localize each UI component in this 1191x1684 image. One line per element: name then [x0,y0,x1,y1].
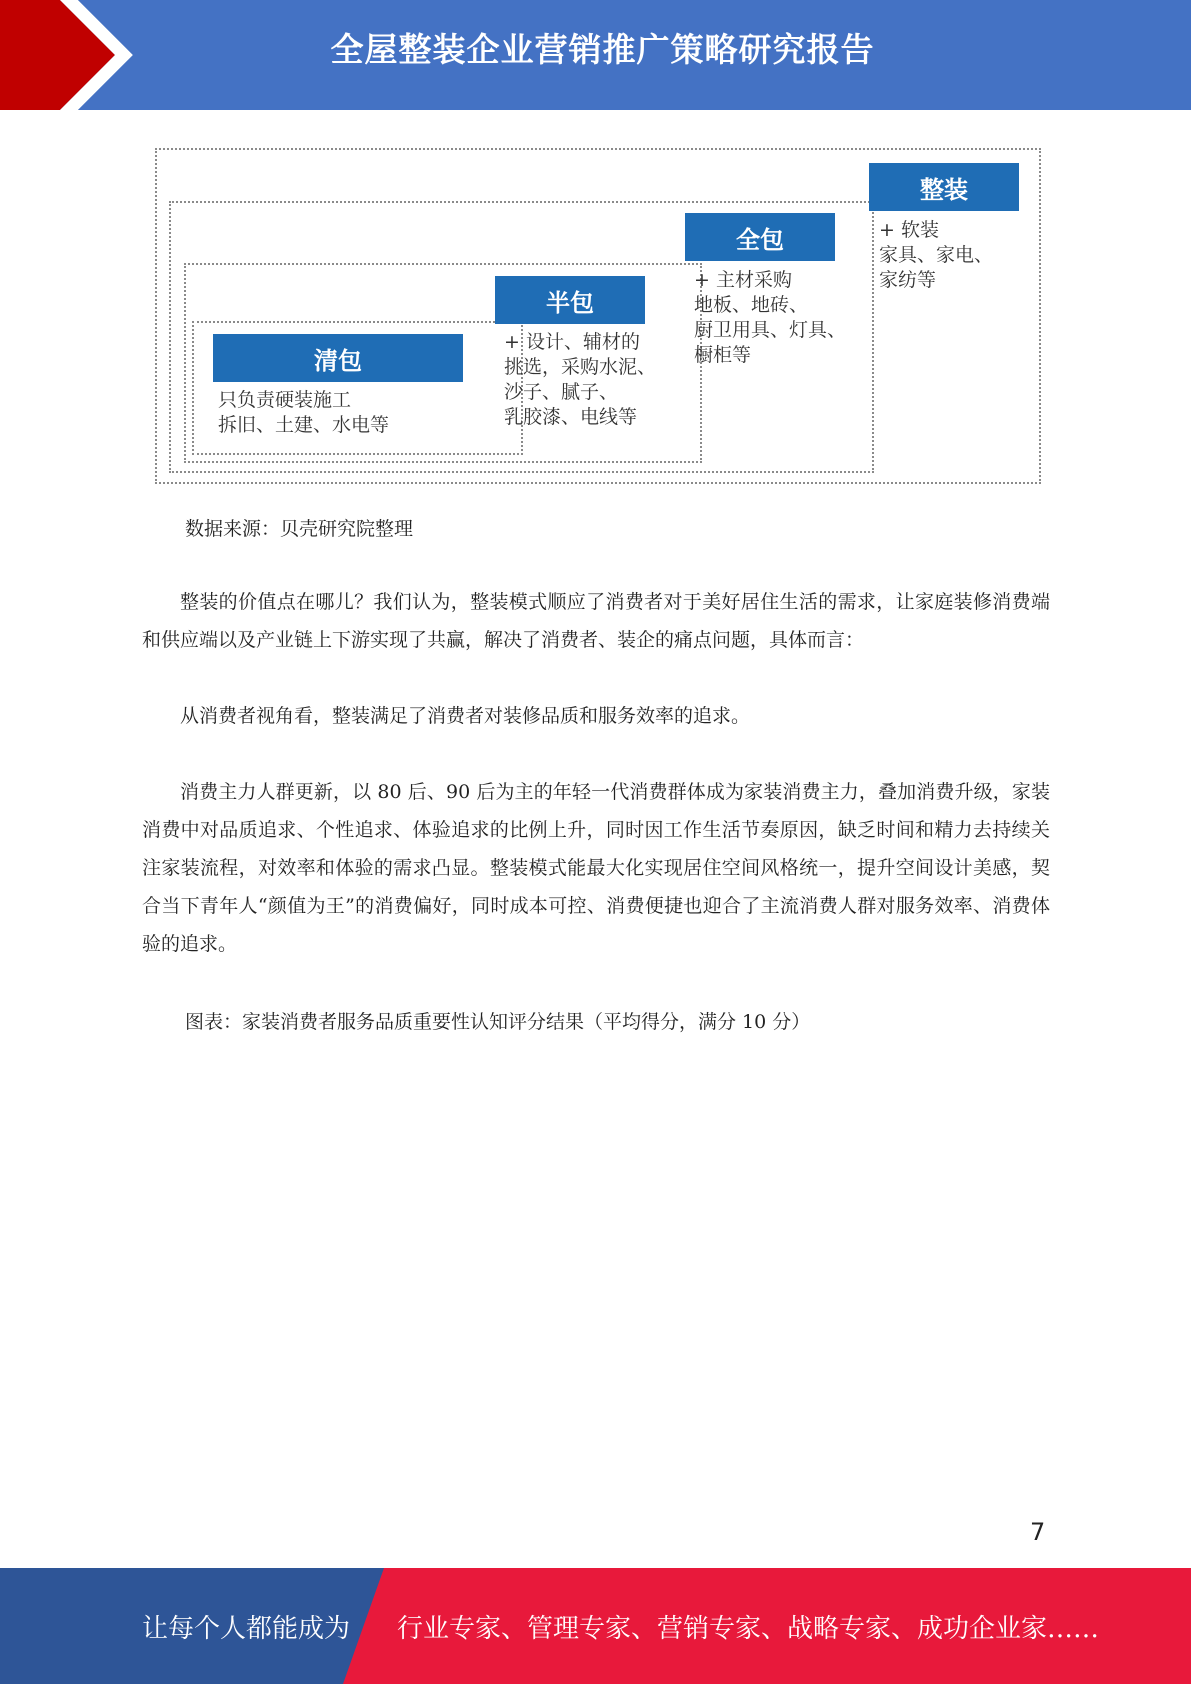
paragraph: 整装的价值点在哪儿？我们认为，整装模式顺应了消费者对于美好居住生活的需求，让家庭装修消费端和供应端以及产业链上下游实现了共赢，解决了消费者、装企的痛点问题，具体而言： [142,591,1050,651]
tier-label-banbao: 半包 [495,276,645,324]
package-diagram [155,148,1041,484]
paragraph: 从消费者视角看，整装满足了消费者对装修品质和服务效率的追求。 [180,705,751,727]
tier-label-zhengzhuang: 整装 [869,163,1019,211]
report-title: 全屋整装企业营销推广策略研究报告 [330,30,875,69]
chart-caption: 图表：家装消费者服务品质重要性认知评分结果（平均得分，满分 10 分） [185,1011,811,1033]
tier-desc-line: 橱柜等 [694,344,752,366]
header-band [0,0,1191,110]
tier-desc-line: 拆旧、土建、水电等 [218,414,390,436]
footer-slogan-left: 让每个人都能成为 [142,1614,351,1644]
tier-desc-line: 乳胶漆、电线等 [504,406,638,428]
tier-desc-quanbao [694,268,846,368]
tier-desc-line: + 设计、辅材的 [504,331,640,353]
footer-band [0,1568,1191,1684]
tier-desc-banbao [504,330,656,430]
tier-desc-line: 挑选，采购水泥、 [504,356,657,378]
tier-label-qingbao: 清包 [213,334,463,382]
paragraph: 消费主力人群更新，以 80 后、90 后为主的年轻一代消费群体成为家装消费主力，叠加消费升级，家装消费中对品质追求、个性追求、体验追求的比例上升，同时因工作生活节奏原因，缺乏时间和精力去持续关注家装流程，对效率和体验的需求凸显。整装模式能最大化实现居住空间风格统一，提升空间设计美感，契合当下青年人“颜值为王”的消费偏好，同时成本可控、消费便捷也迎合了主流消费人群对服务效率、消费体验的追求。 [142,781,1050,955]
tier-desc-line: + 主材采购 [694,269,792,291]
tier-desc-line: 家纺等 [879,269,937,291]
tier-desc-line: 地板、地砖、 [694,294,809,316]
page-number: 7 [1030,1518,1046,1546]
tier-desc-line: 厨卫用具、灯具、 [694,319,847,341]
footer-slogan-right: 行业专家、管理专家、营销专家、战略专家、成功企业家…… [397,1614,1100,1644]
tier-desc-line: + 软装 [879,219,939,241]
tier-label-quanbao: 全包 [685,213,835,261]
tier-desc-line: 沙子、腻子、 [504,381,619,403]
source-caption: 数据来源：贝壳研究院整理 [185,518,414,540]
tier-desc-qingbao [218,388,389,438]
tier-desc-zhengzhuang [879,218,993,293]
tier-desc-line: 家具、家电、 [879,244,994,266]
tier-desc-line: 只负责硬装施工 [218,389,352,411]
